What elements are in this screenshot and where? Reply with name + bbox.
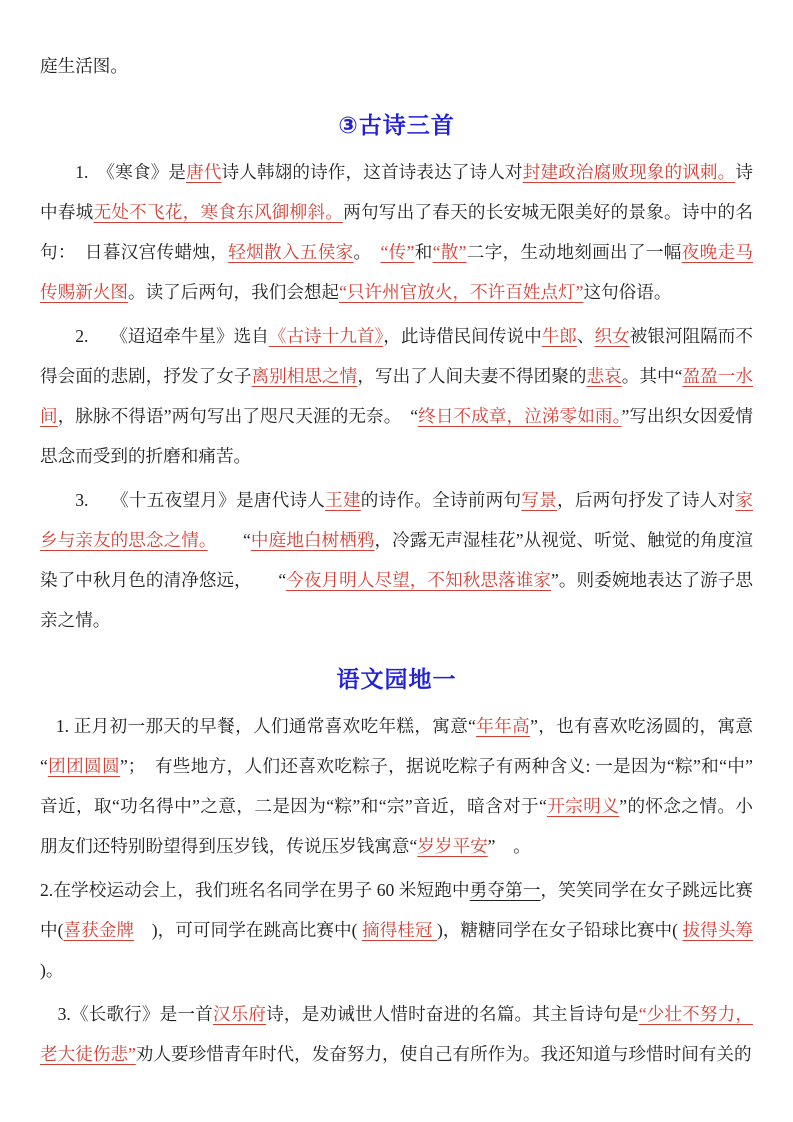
text-run: 摘得桂冠 (361, 920, 437, 940)
text-run: ，冷露无声湿桂花”从视觉、听觉、触觉的角度渲染了中秋月色的清净悠远， “ (40, 530, 754, 590)
text-run: 终日不成章，泣涕零如雨。 (418, 406, 622, 426)
text-run: 1. 《寒食》是 (75, 162, 187, 182)
text-run: 。其中“ (621, 366, 683, 386)
text-run: 王建 (325, 490, 361, 510)
intro-text: 庭生活图。 (40, 56, 128, 76)
text-run: 喜获金牌 (63, 920, 135, 940)
section-heading: ③古诗三首 (338, 112, 455, 138)
text-run: “散” (432, 242, 467, 262)
text-run: )，可可同学在跳高比赛中( (134, 920, 362, 940)
text-run: 诗，是劝诫世人惜时奋进的名篇。其主旨诗句是 (266, 1004, 639, 1024)
text-run: 2. 《迢迢牵牛星》选自 (75, 326, 269, 346)
paragraph (40, 316, 753, 476)
text-run: 轻烟散入五侯家 (228, 242, 354, 262)
text-run: 。读了后两句，我们会想起 (127, 282, 340, 302)
text-run: ” 。 (487, 836, 531, 856)
text-run: 2.在学校运动会上，我们班名名同学在男子 60 米短跑中 (40, 880, 470, 900)
text-run: 家乡与亲友的思念之情。 (40, 490, 753, 550)
text-run: 。 (353, 242, 381, 262)
text-run: ”。则委婉地表达了游子思亲之情。 (40, 570, 754, 630)
paragraph (40, 152, 753, 312)
text-run: 诗中春城 (40, 162, 753, 222)
paragraph (40, 480, 753, 640)
text-run: 离别相思之情 (251, 366, 358, 386)
text-run: 拔得头筹 (682, 920, 753, 940)
text-run: 唐代 (186, 162, 222, 182)
text-run: ”； 有些地方，人们还喜欢吃粽子，据说吃粽子有两种含义: 一是因为“粽”和“中”音近，取“功名得中”之意，二是因为“粽”和“宗”音近，暗含对于“ (40, 756, 753, 816)
text-run: 1. 正月初一那天的早餐，人们通常喜欢吃年糕，寓意“ (55, 716, 476, 736)
text-run: “ (207, 530, 251, 550)
text-run: ”，也有喜欢吃汤圆的，寓意“ (40, 716, 754, 776)
text-run: 写景 (521, 490, 557, 510)
text-run: 二字，生动地刻画出了一幅 (466, 242, 682, 262)
text-run: “少壮不努力，老大徒伤悲” (40, 1004, 753, 1064)
text-run: 诗人韩翃的诗作，这首诗表达了诗人对 (221, 162, 523, 182)
text-run: 岁岁平安 (417, 836, 488, 856)
text-run: 被银河阻隔而不得会面的悲剧，抒发了女子 (40, 326, 753, 386)
text-run: 、 (576, 326, 595, 346)
text-run: 今夜月明人尽望，不知秋思落谁家 (286, 570, 552, 590)
section-heading: 语文园地一 (336, 666, 457, 692)
sections-container (40, 110, 753, 1074)
text-run: 织女 (594, 326, 630, 346)
paragraph (40, 870, 753, 990)
text-run: )。 (40, 960, 64, 980)
text-run: 悲哀 (586, 366, 622, 386)
text-run: 牛郎 (541, 326, 577, 346)
text-run: 中庭地白树栖鸦 (250, 530, 375, 550)
text-run: ，脉脉不得语”两句写出了咫尺天涯的无奈。 “ (57, 406, 419, 426)
text-run: 封建政治腐败现象的讽刺。 (522, 162, 736, 182)
text-run: “只许州官放火，不许百姓点灯” (339, 282, 584, 302)
text-run: 夜晚走马传赐新火图 (40, 242, 753, 302)
paragraph (40, 994, 753, 1074)
text-run: ，此诗借民间传说中 (383, 326, 542, 346)
text-run: 开宗明义 (546, 796, 620, 816)
text-run: ，后两句抒发了诗人对 (556, 490, 736, 510)
text-run: 年年高 (475, 716, 531, 736)
text-run: 劝人要珍惜青年时代，发奋努力，使自己有所作为。我还知道与珍惜时间有关的 (135, 1044, 752, 1064)
paragraph (40, 706, 753, 866)
text-run: 团团圆圆 (47, 756, 120, 776)
text-run: 和 (414, 242, 433, 262)
text-run: 的诗作。全诗前两句 (360, 490, 522, 510)
text-run: ，写出了人间夫妻不得团聚的 (357, 366, 587, 386)
text-run: 勇夺第一 (469, 880, 541, 900)
text-run: 《古诗十九首》 (268, 326, 384, 346)
text-run: ，笑笑同学在女子跳远比赛中( (40, 880, 753, 940)
text-run: 无处不飞花，寒食东风御柳斜。 (93, 202, 344, 222)
text-run: 两句写出了春天的长安城无限美好的景象。诗中的名句： 日暮汉宫传蜡烛， (40, 202, 753, 262)
text-run: ”写出织女因爱情思念而受到的折磨和痛苦。 (40, 406, 754, 466)
text-run: 盈盈一水间 (40, 366, 753, 426)
text-run: 3.《长歌行》是一首 (57, 1004, 213, 1024)
text-run: )，糖糖同学在女子铅球比赛中( (436, 920, 683, 940)
text-run: ”的怀念之情。小朋友们还特别盼望得到压岁钱，传说压岁钱寓意“ (40, 796, 753, 856)
text-run: 这句俗语。 (583, 282, 672, 302)
text-run: “传” (380, 242, 415, 262)
text-run: 3. 《十五夜望月》是唐代诗人 (75, 490, 326, 510)
text-run: 汉乐府 (212, 1004, 267, 1024)
